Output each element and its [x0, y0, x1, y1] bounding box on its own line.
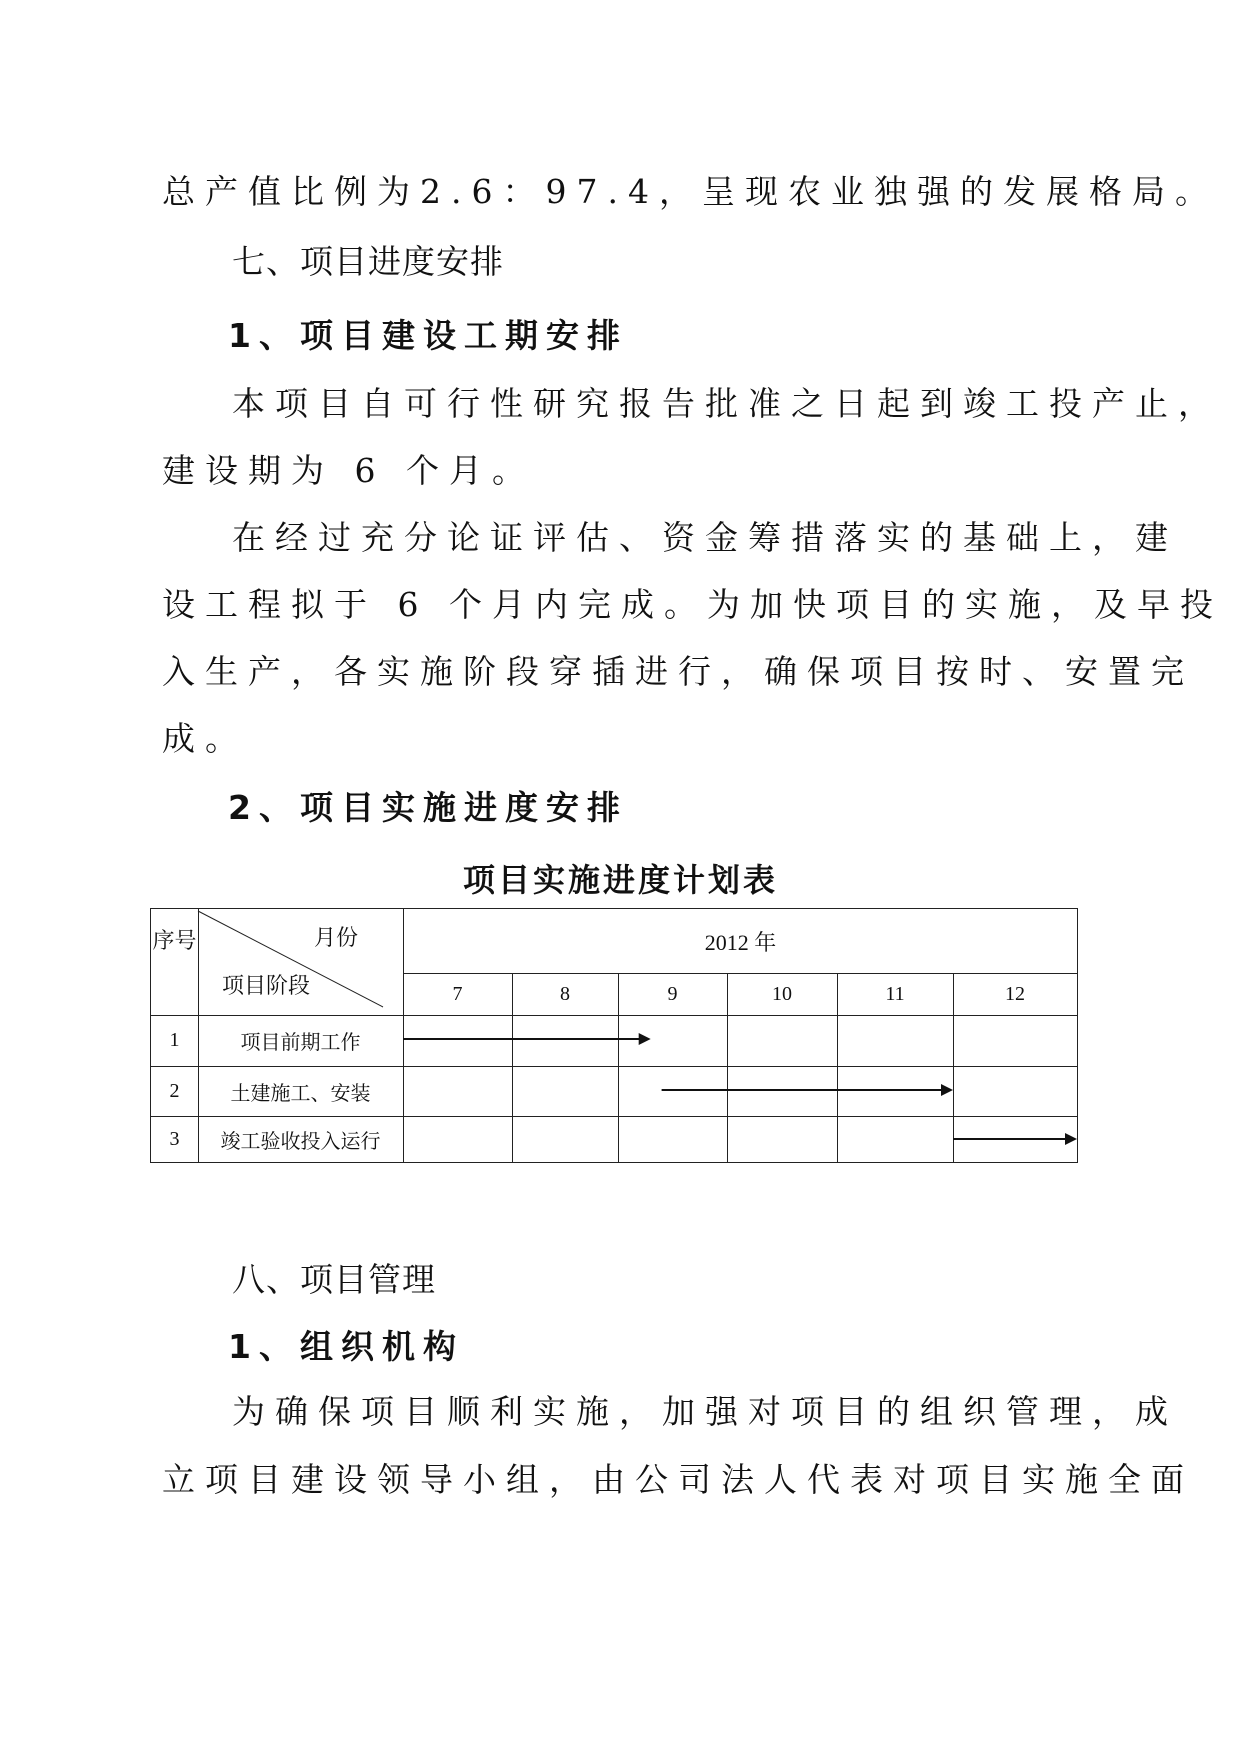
- row-number: 2: [169, 1079, 180, 1102]
- row-number: 1: [169, 1029, 180, 1051]
- header-seq: 序号: [152, 928, 197, 953]
- section-heading-8: 八、项目管理: [232, 1260, 436, 1299]
- paragraph-line: 立项目建设领导小组，由公司法人代表对项目实施全面: [162, 1460, 1194, 1499]
- paragraph-line: 总产值比例为2.6：97.4，呈现农业独强的发展格局。: [162, 172, 1218, 211]
- schedule-table: [150, 908, 1078, 1163]
- paragraph-line: 建设期为 6 个月。: [162, 451, 535, 490]
- paragraph-line: 在经过充分论证评估、资金筹措落实的基础上，建: [232, 518, 1178, 557]
- paragraph-line: 本项目自可行性研究报告批准之日起到竣工投产止，: [232, 384, 1221, 423]
- section-heading-7: 七、项目进度安排: [232, 242, 504, 281]
- paragraph-line: 入生产，各实施阶段穿插进行，确保项目按时、安置完: [162, 652, 1194, 691]
- paragraph-line: 设工程拟于 6 个月内完成。为加快项目的实施，及早投: [162, 585, 1223, 624]
- paragraph-line: 成。: [162, 719, 248, 758]
- month-label: 7: [452, 982, 463, 1005]
- subsection-heading-8-1: 1、组织机构: [228, 1327, 464, 1366]
- gantt-arrowhead: [941, 1084, 953, 1096]
- gantt-arrows: [151, 909, 1079, 1164]
- header-month: 月份: [313, 924, 358, 950]
- subsection-heading-7-2: 2、项目实施进度安排: [228, 788, 628, 827]
- month-label: 10: [772, 982, 792, 1005]
- row-stage: 竣工验收投入运行: [220, 1130, 381, 1153]
- table-title: 项目实施进度计划表: [462, 861, 778, 899]
- month-label: 8: [560, 982, 570, 1005]
- row-number: 3: [169, 1127, 180, 1150]
- gantt-arrowhead: [639, 1033, 651, 1045]
- month-label: 12: [1005, 982, 1025, 1005]
- row-stage: 项目前期工作: [240, 1032, 361, 1054]
- paragraph-line: 为确保项目顺利实施，加强对项目的组织管理，成: [232, 1392, 1178, 1431]
- row-stage: 土建施工、安装: [230, 1082, 371, 1105]
- gantt-arrowhead: [1065, 1133, 1077, 1145]
- header-stage: 项目阶段: [221, 972, 310, 998]
- month-label: 9: [667, 982, 678, 1005]
- header-year: 2012 年: [704, 929, 777, 955]
- month-label: 11: [885, 982, 905, 1005]
- subsection-heading-7-1: 1、项目建设工期安排: [228, 316, 628, 355]
